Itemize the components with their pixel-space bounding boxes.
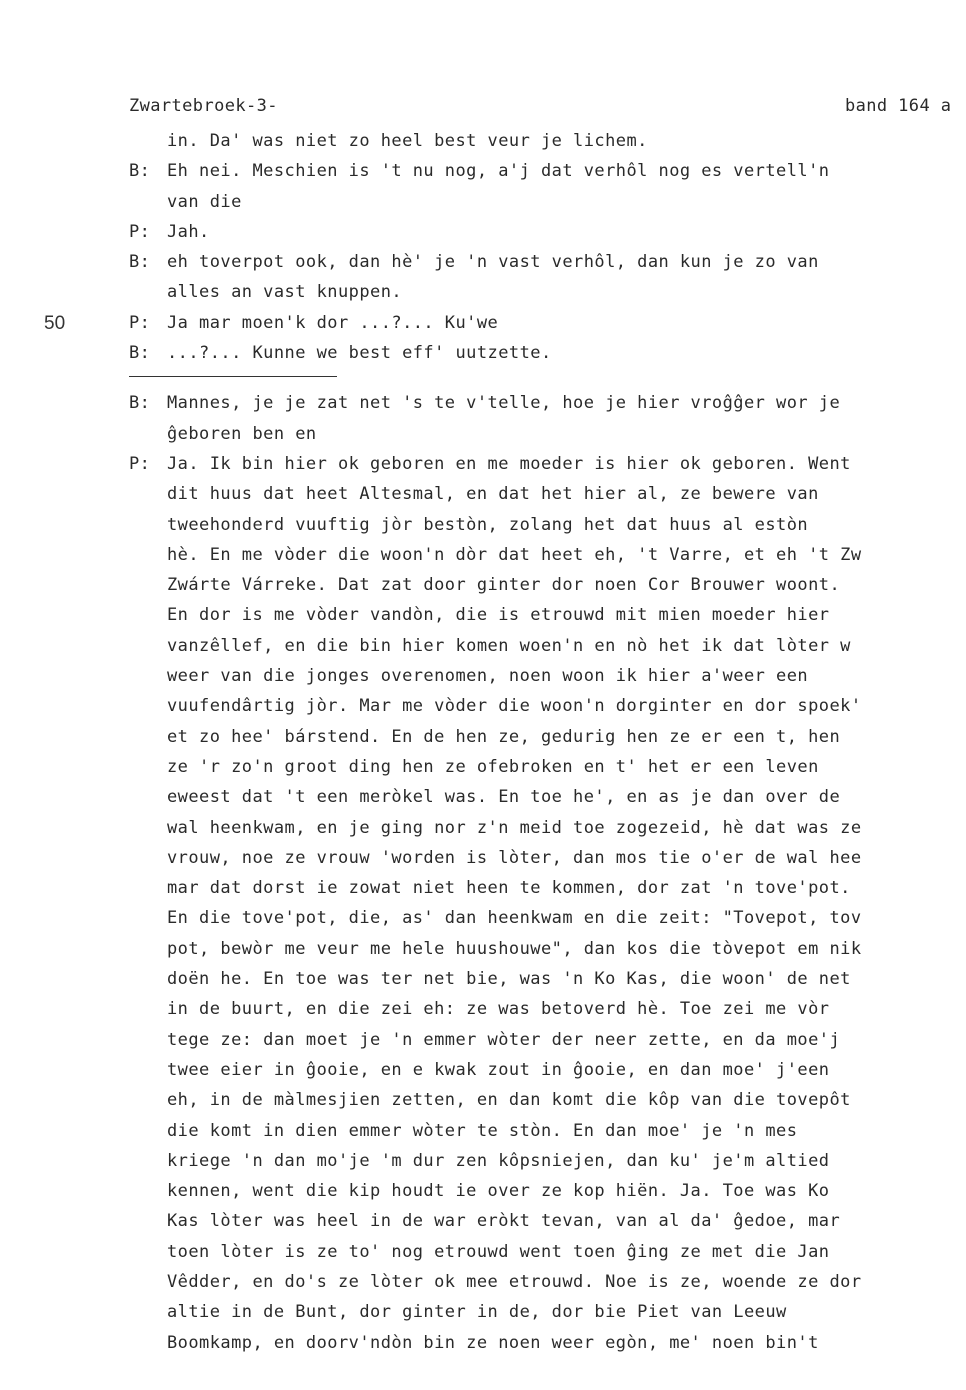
transcript-line xyxy=(129,1267,966,1297)
transcript-section-1 xyxy=(129,126,966,368)
transcript-line xyxy=(129,510,966,540)
margin-line-number: 50 xyxy=(44,313,66,334)
line-text: vanzêllef, en die bin hier komen woen'n en nò het ik dat lòter w xyxy=(167,635,851,656)
line-text: eweest dat 't een meròkel was. En toe he', en as je dan over de xyxy=(167,787,841,808)
tape-reference: band 164 a xyxy=(845,96,952,116)
line-text: En dor is me vòder vandòn, die is etrouwd mit mien moeder hier xyxy=(167,605,830,626)
line-text: tege ze: dan moet je 'n emmer wòter der neer zette, en da moe'j xyxy=(167,1029,841,1050)
transcript-line xyxy=(129,247,966,277)
transcript-line xyxy=(129,631,966,661)
transcript-line xyxy=(129,1297,966,1327)
line-text: kriege 'n dan mo'je 'm dur zen kôpsniejen, dan ku' je'm altied xyxy=(167,1150,830,1171)
line-text: kennen, went die kip houdt ie over ze kop hiën. Ja. Toe was Ko xyxy=(167,1181,830,1202)
line-text: van die xyxy=(167,191,242,212)
speaker-label: P: xyxy=(129,453,151,474)
line-text: weer van die jonges overenomen, noen woon ik hier a'weer een xyxy=(167,666,809,687)
line-text: Vêdder, en do's ze lòter ok mee etrouwd. Noe is ze, woende ze dor xyxy=(167,1271,862,1292)
transcript-line xyxy=(129,782,966,812)
transcript-line xyxy=(129,843,966,873)
page-header xyxy=(129,96,966,120)
transcript-line xyxy=(129,1176,966,1206)
transcript-line xyxy=(129,156,966,186)
transcript-line xyxy=(129,277,966,307)
transcript-line xyxy=(129,691,966,721)
line-text: altie in de Bunt, dor ginter in de, dor bie Piet van Leeuw xyxy=(167,1302,787,1323)
transcript-line xyxy=(129,1085,966,1115)
line-text: in. Da' was niet zo heel best veur je lichem. xyxy=(167,131,648,151)
transcript-line xyxy=(129,600,966,630)
transcript-line xyxy=(129,752,966,782)
transcript-line xyxy=(129,479,966,509)
section-break xyxy=(129,368,966,388)
line-text: pot, bewòr me veur me hele huushouwe", dan kos die tòvepot em nik xyxy=(167,938,862,959)
line-text: ĝeboren ben en xyxy=(167,423,317,444)
document-title: Zwartebroek-3- xyxy=(129,96,278,116)
line-text: twee eier in ĝooie, en e kwak zout in ĝooie, en dan moe' j'een xyxy=(167,1059,830,1080)
line-text: eh toverpot ook, dan hè' je 'n vast verhôl, dan kun je zo van xyxy=(167,252,819,273)
transcript-line xyxy=(129,1146,966,1176)
speaker-label: B: xyxy=(129,393,151,414)
line-text: Jah. xyxy=(167,221,210,242)
transcript-line xyxy=(129,964,966,994)
transcript-line xyxy=(129,217,966,247)
transcript-line xyxy=(129,388,966,418)
section-divider-line xyxy=(129,376,337,377)
transcript-line xyxy=(129,338,966,368)
transcript-line xyxy=(129,1206,966,1236)
line-text: ze 'r zo'n groot ding hen ze ofebroken en t' het er een leven xyxy=(167,756,819,777)
line-text: En die tove'pot, die, as' dan heenkwam en die zeit: "Tovepot, tov xyxy=(167,908,862,929)
line-text: eh, in de màlmesjien zetten, en dan komt die kôp van die tovepôt xyxy=(167,1090,851,1111)
transcript-line xyxy=(129,540,966,570)
line-text: wal heenkwam, en je ging nor z'n meid toe zogezeid, hè dat was ze xyxy=(167,817,862,838)
speaker-label: P: xyxy=(129,221,151,242)
line-text: doën he. En toe was ter net bie, was 'n Ko Kas, die woon' de net xyxy=(167,969,851,990)
line-text: Zwárte Várreke. Dat zat door ginter dor noen Cor Brouwer woont. xyxy=(167,575,841,596)
speaker-label: B: xyxy=(129,161,151,182)
speaker-label: P: xyxy=(129,312,151,333)
transcript-line xyxy=(129,873,966,903)
transcript-line xyxy=(129,1116,966,1146)
line-text: tweehonderd vuuftig jòr bestòn, zolang het dat huus al estòn xyxy=(167,514,809,535)
transcript-line xyxy=(129,722,966,752)
line-text: Eh nei. Meschien is 't nu nog, a'j dat verhôl nog es vertell'n xyxy=(167,161,830,182)
line-text: hè. En me vòder die woon'n dòr dat heet eh, 't Varre, et eh 't Zw xyxy=(167,544,862,565)
speaker-label: B: xyxy=(129,343,151,364)
speaker-label: B: xyxy=(129,252,151,273)
transcript-line xyxy=(129,1025,966,1055)
transcript-line xyxy=(129,903,966,933)
transcript-line xyxy=(129,934,966,964)
transcript-line xyxy=(129,187,966,217)
line-text: Boomkamp, en doorv'ndòn bin ze noen weer egòn, me' noen bin't xyxy=(167,1332,819,1353)
line-text: die komt in dien emmer wòter te stòn. En dan moe' je 'n mes xyxy=(167,1120,798,1141)
line-text: in de buurt, en die zei eh: ze was betoverd hè. Toe zei me vòr xyxy=(167,999,830,1020)
transcript-line xyxy=(129,813,966,843)
transcript-line xyxy=(129,419,966,449)
line-text: ...?... Kunne we best eff' uutzette. xyxy=(167,343,552,364)
transcript-body xyxy=(129,126,966,1358)
line-text: Kas lòter was heel in de war eròkt tevan, van al da' ĝedoe, mar xyxy=(167,1211,841,1232)
transcript-line xyxy=(129,308,966,338)
transcript-line xyxy=(129,1328,966,1358)
transcript-line xyxy=(129,661,966,691)
transcript-section-2 xyxy=(129,388,966,1358)
transcript-line xyxy=(129,449,966,479)
transcript-line xyxy=(129,1055,966,1085)
line-text: dit huus dat heet Altesmal, en dat het hier al, ze bewere van xyxy=(167,484,819,505)
line-text: Ja. Ik bin hier ok geboren en me moeder is hier ok geboren. Went xyxy=(167,453,851,474)
transcript-line xyxy=(129,570,966,600)
line-text: alles an vast knuppen. xyxy=(167,282,403,303)
line-text: vrouw, noe ze vrouw 'worden is lòter, dan mos tie o'er de wal hee xyxy=(167,847,862,868)
transcript-line xyxy=(129,1237,966,1267)
transcript-line xyxy=(129,126,966,156)
line-text: et zo hee' bárstend. En de hen ze, gedurig hen ze er een t, hen xyxy=(167,726,841,747)
line-text: Ja mar moen'k dor ...?... Ku'we xyxy=(167,312,499,333)
line-text: Mannes, je je zat net 's te v'telle, hoe je hier vroĝĝer wor je xyxy=(167,393,841,414)
line-text: mar dat dorst ie zowat niet heen te kommen, dor zat 'n tove'pot. xyxy=(167,878,851,899)
line-text: toen lòter is ze to' nog etrouwd went toen ĝing ze met die Jan xyxy=(167,1241,830,1262)
line-text: vuufendârtig jòr. Mar me vòder die woon'n dorginter en dor spoek' xyxy=(167,696,862,717)
transcript-line xyxy=(129,994,966,1024)
